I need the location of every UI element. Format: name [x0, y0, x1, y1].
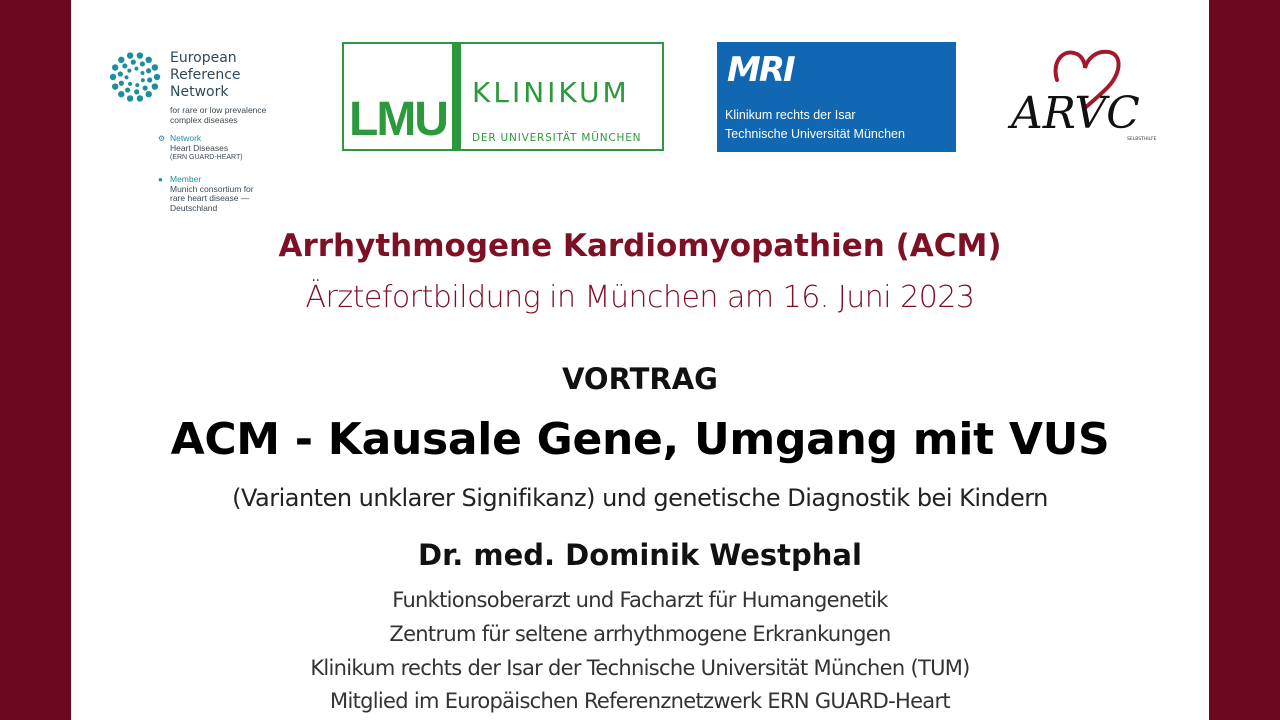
- ern-dot: [137, 52, 143, 58]
- ern-dot: [134, 89, 139, 94]
- speaker-affiliation: Mitglied im Europäischen Referenznetzwerk ERN GUARD-Heart: [330, 689, 950, 713]
- ern-dot: [125, 75, 129, 79]
- ern-dot: [118, 91, 124, 97]
- ern-dot: [140, 71, 144, 75]
- ern-dot: [137, 95, 143, 101]
- ern-dot: [135, 83, 139, 87]
- ern-title: [170, 50, 241, 101]
- speaker-name: Dr. med. Dominik Westphal: [418, 538, 862, 572]
- event-subtitle: Ärztefortbildung in München am 16. Juni 2023: [305, 280, 975, 315]
- ern-dot: [119, 81, 124, 86]
- talk-label: VORTRAG: [562, 362, 718, 396]
- ern-member-line: Munich consortium for: [170, 183, 254, 194]
- ern-dot: [143, 85, 148, 90]
- svg-text:SELBSTHILFE: SELBSTHILFE: [1127, 137, 1157, 142]
- ern-dot: [131, 60, 136, 65]
- mri-line1: Klinikum rechts der Isar: [725, 108, 856, 122]
- lmu-divider-bar: [452, 44, 461, 149]
- talk-title: ACM - Kausale Gene, Umgang mit VUS: [170, 414, 1110, 465]
- ern-dots-icon: [108, 50, 162, 104]
- ern-dot: [110, 74, 116, 80]
- lmu-name: KLINIKUM: [472, 76, 630, 109]
- ern-dot: [118, 71, 123, 76]
- ern-subtitle: [170, 106, 300, 125]
- ern-member-line: rare heart disease —: [170, 193, 250, 203]
- ern-dot: [146, 91, 152, 97]
- ern-network-small: (ERN GUARD-HEART): [170, 154, 243, 161]
- ern-title-line: Reference: [170, 67, 241, 83]
- svg-text:ARVC: ARVC: [1011, 88, 1140, 139]
- ern-dot: [125, 87, 130, 92]
- ern-dot: [112, 64, 118, 70]
- speaker-affiliation: Zentrum für seltene arrhythmogene Erkrankungen: [389, 622, 891, 646]
- ern-dot: [147, 77, 152, 82]
- speaker-affiliation: Funktionsoberarzt und Facharzt für Humangenetik: [392, 588, 888, 612]
- mri-logo: [717, 42, 956, 152]
- ern-network-block: [158, 134, 298, 163]
- ern-title-line: European: [170, 50, 237, 66]
- ern-dot: [152, 64, 158, 70]
- ern-dot: [146, 68, 151, 73]
- ern-dot: [152, 83, 158, 89]
- event-title: Arrhythmogene Kardiomyopathien (ACM): [278, 228, 1002, 264]
- ern-title-line: Network: [170, 84, 229, 100]
- ern-subtitle-line: for rare or low prevalence: [170, 105, 267, 115]
- ern-member-label: Member: [170, 174, 202, 184]
- member-dot-icon: ●: [158, 175, 163, 184]
- lmu-subtitle: DER UNIVERSITÄT MÜNCHEN: [472, 132, 642, 144]
- speaker-affiliation: Klinikum rechts der Isar der Technische Universität München (TUM): [310, 656, 970, 680]
- ern-dot: [122, 63, 127, 68]
- ern-dot: [127, 52, 133, 58]
- mri-line2: Technische Universität München: [725, 127, 905, 141]
- arvc-heart-logo: [999, 42, 1159, 152]
- ern-dot: [154, 74, 160, 80]
- talk-subtitle: (Varianten unklarer Signifikanz) und genetische Diagnostik bei Kindern: [232, 484, 1048, 512]
- ern-dot: [128, 82, 132, 86]
- ern-dot: [146, 57, 152, 63]
- mri-wordmark: MRI: [727, 50, 794, 90]
- ern-member-block: [158, 175, 298, 213]
- ern-dot: [140, 61, 145, 66]
- ern-subtitle-line: complex diseases: [170, 114, 238, 125]
- slide: [71, 0, 1209, 720]
- ern-dot: [118, 57, 124, 63]
- ern-dot: [112, 83, 118, 89]
- ern-member-line: Deutschland: [170, 202, 218, 213]
- ern-dot: [141, 78, 145, 82]
- ern-network-label: Network: [170, 133, 202, 143]
- ern-network-line: Heart Diseases: [170, 142, 229, 153]
- ern-logo: [108, 48, 308, 223]
- ern-dot: [134, 67, 138, 71]
- network-gear-icon: ⚙: [158, 134, 166, 143]
- lmu-klinikum-logo: [342, 42, 664, 151]
- ern-dot: [127, 69, 131, 73]
- lmu-wordmark: LMU: [349, 93, 447, 146]
- ern-dot: [127, 95, 133, 101]
